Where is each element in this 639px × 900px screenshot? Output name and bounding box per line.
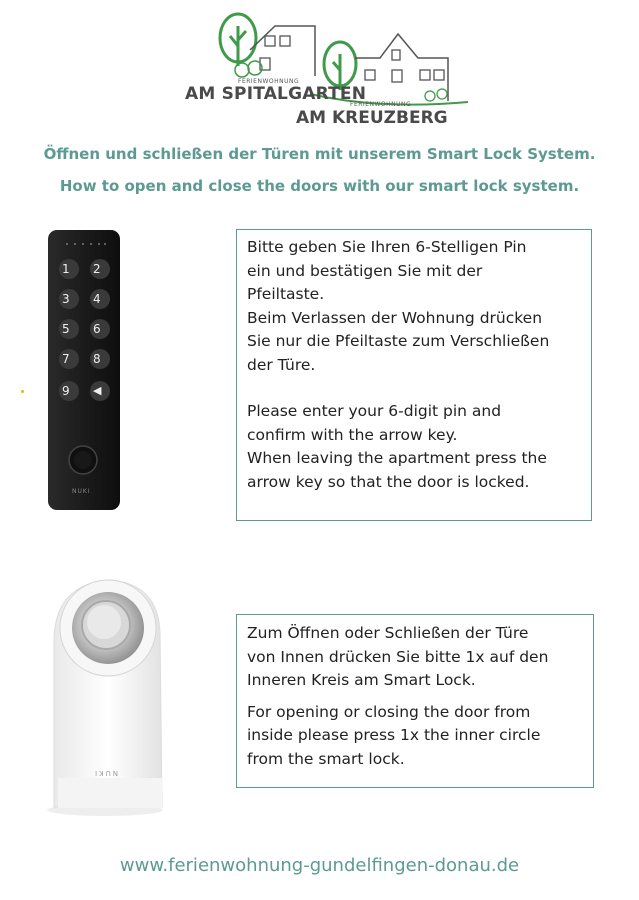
keypad-key-6: 6 (93, 322, 101, 336)
box1-de-line: Beim Verlassen der Wohnung drücken (247, 308, 543, 327)
decorative-dot (21, 390, 24, 393)
box1-de-line: Pfeiltaste. (247, 285, 325, 303)
keypad-image (45, 228, 123, 512)
keypad-arrow-key-icon: ◀ (93, 384, 102, 397)
box1-en-line: confirm with the arrow key. (247, 425, 458, 444)
box1-de-line: Bitte geben Sie Ihren 6-Stelligen Pin (247, 238, 527, 256)
keypad-brand: NUKI (72, 488, 91, 495)
box1-en-line: Please enter your 6-digit pin and (247, 402, 502, 420)
box2-de-line: Inneren Kreis am Smart Lock. (247, 671, 476, 689)
website-url: www.ferienwohnung-gundelfingen-donau.de (119, 855, 520, 876)
keypad-key-8: 8 (93, 352, 101, 366)
box2-de-line: von Innen drücken Sie bitte 1x auf den (247, 647, 549, 666)
keypad-key-5: 5 (62, 322, 70, 336)
box1-de-line: ein und bestätigen Sie mit der (247, 261, 483, 280)
instructions-keypad-box (236, 229, 592, 521)
instructions-lock-box (236, 614, 594, 788)
logo-small-label-2: FERIENWOHNUNG (350, 101, 412, 108)
lock-brand: NUKI (93, 769, 119, 777)
box2-en-line: inside please press 1x the inner circle (247, 726, 541, 744)
box1-de-line: der Türe. (247, 355, 316, 374)
keypad-key-9: 9 (62, 384, 70, 398)
heading-german: Öffnen und schließen der Türen mit unserem Smart Lock System. (43, 145, 596, 163)
box2-en-line: from the smart lock. (247, 749, 405, 768)
box1-de-line: Sie nur die Pfeiltaste zum Verschließen (247, 332, 550, 350)
keypad-key-1: 1 (62, 262, 70, 276)
box1-en-line: arrow key so that the door is locked. (247, 472, 530, 491)
box1-en-line: When leaving the apartment press the (247, 449, 547, 467)
keypad-key-4: 4 (93, 292, 101, 306)
keypad-key-7: 7 (62, 352, 70, 366)
box2-de-line: Zum Öffnen oder Schließen der Türe (247, 624, 529, 642)
logo-title-spitalgarten: AM SPITALGARTEN (185, 84, 367, 104)
logo-title-kreuzberg: AM KREUZBERG (296, 108, 448, 128)
smart-lock-image (40, 572, 170, 822)
keypad-key-3: 3 (62, 292, 70, 306)
box2-en-line: For opening or closing the door from (247, 702, 531, 721)
heading-english: How to open and close the doors with our smart lock system. (59, 177, 580, 195)
logo-small-label-1: FERIENWOHNUNG (238, 78, 300, 85)
keypad-key-2: 2 (93, 262, 101, 276)
